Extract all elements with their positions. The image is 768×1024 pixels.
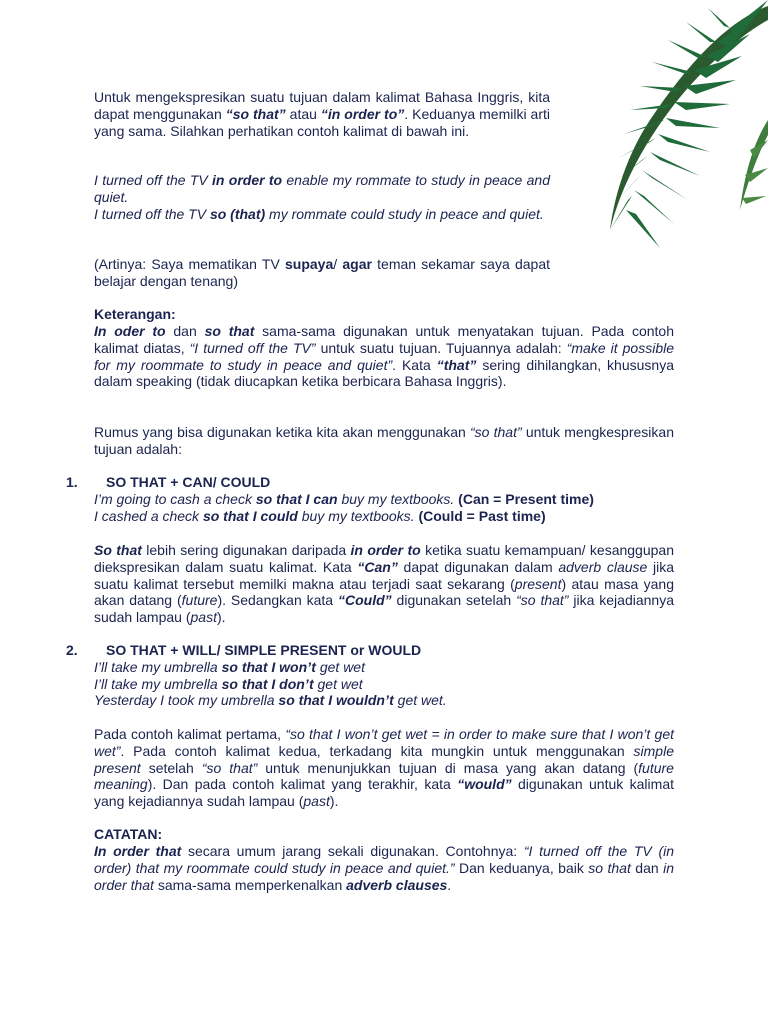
body-text: Rumus yang bisa digunakan ketika kita akan menggunakan: [94, 424, 470, 440]
body-text: digunakan setelah: [391, 592, 517, 609]
body-text: untuk menunjukkan tujuan di masa yang akan datang (: [257, 759, 639, 776]
intro-paragraph: [94, 89, 550, 139]
italic-text: in order that: [94, 859, 674, 893]
keyword: In oder to: [94, 323, 166, 339]
quote-text: “I turned off the TV (in order) that my roommate could study in peace and quiet.”: [94, 843, 675, 876]
term-in-order-to: “in order to”: [320, 105, 405, 122]
intro-text: . Keduanya memilki arti yang sama. Silahkan perhatikan contoh kalimat di bawah ini.: [94, 105, 550, 139]
quote-text: “so that I won’t get wet = in order to make sure that I won’t get wet”: [94, 726, 674, 759]
quote-text: “so that”: [469, 424, 522, 440]
body-text: sama-sama digunakan untuk menyatakan tujuan. Pada contoh kalimat diatas,: [94, 323, 674, 356]
example-so-that: [94, 206, 550, 223]
translation-text: teman sekamar saya dapat belajar dengan tenang): [94, 256, 550, 289]
translation-paragraph: [94, 256, 550, 290]
palm-leaf-icon: [580, 0, 768, 290]
italic-text: present: [514, 575, 562, 592]
translation-keyword: agar: [342, 256, 372, 272]
body-text: dan: [630, 859, 664, 876]
body-text: . Kata: [392, 356, 437, 373]
italic-text: simple present: [94, 742, 674, 776]
body-text: dan: [165, 323, 205, 339]
italic-text: adverb clause: [558, 558, 648, 575]
example-text: I’ll take my umbrella: [94, 676, 222, 692]
italic-text: past: [190, 609, 217, 626]
body-text: untuk mengkespresikan tujuan adalah:: [94, 424, 674, 457]
section1-explanation: [94, 542, 674, 626]
section2-example-1: [94, 659, 674, 676]
body-text: dapat digunakan dalam: [397, 558, 559, 575]
example-keyword: so that I could: [202, 508, 298, 524]
quote-text: “so that”: [201, 759, 258, 776]
section-title: [106, 474, 686, 491]
keyword: in order to: [350, 542, 421, 558]
translation-text: /: [333, 256, 343, 272]
body-text: lebih sering digunakan daripada: [141, 542, 351, 558]
body-text: sama-sama memperkenalkan: [153, 876, 347, 893]
example-text: I’ll take my umbrella: [94, 659, 222, 675]
intro-text: Untuk mengekspresikan suatu tujuan dalam kalimat Bahasa Inggris, kita dapat menggunakan: [94, 89, 550, 122]
example-note: (Could = Past time): [414, 508, 546, 524]
body-text: ).: [216, 609, 226, 626]
keterangan-heading: [94, 306, 674, 323]
section1-example-2: [94, 508, 674, 525]
body-text: secara umum jarang sekali digunakan. Contohnya:: [181, 843, 524, 859]
example-keyword: so that I don’t: [221, 676, 314, 692]
catatan-heading: [94, 826, 674, 843]
section2-example-3: [94, 692, 674, 709]
example-text: I cashed a check: [94, 508, 203, 524]
body-text: digunakan untuk kalimat yang kejadiannya sudah lampau (: [94, 776, 674, 810]
body-text: untuk suatu tujuan. Tujuannya adalah:: [315, 339, 567, 356]
keyword: So that: [94, 542, 142, 558]
heading-text: Keterangan:: [94, 306, 176, 322]
body-text: Pada contoh kalimat pertama,: [94, 726, 286, 742]
body-text: . Pada contoh kalimat kedua, terkadang kita mungkin untuk menggunakan: [120, 742, 634, 759]
body-text: ). Sedangkan kata: [217, 592, 338, 609]
italic-text: past: [303, 793, 330, 810]
example-text: get wet.: [393, 692, 447, 708]
catatan-paragraph: [94, 843, 674, 893]
body-text: ) atau masa yang akan datang (: [94, 575, 675, 609]
example-note: (Can = Present time): [454, 491, 594, 507]
section-number: 1.: [66, 474, 78, 490]
example-keyword: so (that): [209, 206, 266, 222]
quote-text: “so that”: [516, 592, 569, 609]
body-text: ). Dan pada contoh kalimat yang terakhir, kata: [147, 776, 458, 793]
section1-example-1: [94, 491, 674, 508]
body-text: ).: [329, 793, 339, 810]
keyword: In order that: [94, 843, 182, 859]
example-text: buy my textbooks.: [337, 491, 455, 507]
section2-explanation: [94, 726, 674, 810]
example-keyword: in order to: [212, 172, 283, 188]
body-text: setelah: [140, 759, 202, 776]
intro-text: atau: [285, 105, 321, 122]
italic-text: future: [181, 592, 218, 609]
quote-text: “make it possible for my roommate to study in peace and quiet”: [94, 339, 675, 373]
term-so-that: “so that”: [225, 105, 286, 122]
italic-text: future meaning: [94, 759, 674, 793]
body-text: Dan keduanya, baik: [454, 859, 589, 876]
keyword: “Can”: [357, 558, 398, 575]
section2-example-2: [94, 676, 674, 693]
section-title-text: SO THAT + WILL/ SIMPLE PRESENT or WOULD: [106, 642, 422, 658]
keyword: so that: [204, 323, 255, 339]
example-in-order-to: [94, 172, 550, 206]
keyword: adverb clauses: [346, 876, 448, 893]
example-keyword: so that I won’t: [221, 659, 316, 675]
example-text: I turned off the TV: [94, 172, 213, 188]
translation-keyword: supaya: [285, 256, 334, 272]
translation-text: (Artinya: Saya mematikan TV: [94, 256, 285, 272]
example-text: buy my textbooks.: [297, 508, 415, 524]
body-text: sering dihilangkan, khususnya dalam speaking (tidak diucapkan ketika berbicara Bahasa Inggris).: [94, 356, 674, 390]
keyword: “would”: [457, 776, 512, 793]
example-text: my rommate could study in peace and quiet.: [265, 206, 544, 222]
section-title-text: SO THAT + CAN/ COULD: [106, 474, 271, 490]
section-number: 2.: [66, 642, 78, 658]
example-text: get wet: [315, 659, 365, 675]
example-keyword: so that I can: [255, 491, 338, 507]
example-text: get wet: [313, 676, 363, 692]
keyword: “Could”: [338, 592, 392, 609]
example-text: I turned off the TV: [94, 206, 210, 222]
rumus-paragraph: [94, 424, 674, 458]
example-text: Yesterday I took my umbrella: [94, 692, 279, 708]
quote-text: “I turned off the TV”: [189, 339, 316, 356]
body-text: jika kejadiannya sudah lampau (: [94, 592, 674, 626]
keterangan-paragraph: [94, 323, 674, 390]
example-text: I’m going to cash a check: [94, 491, 256, 507]
keyword: “that”: [436, 356, 477, 373]
body-text: .: [447, 876, 452, 893]
italic-text: so that: [588, 859, 631, 876]
heading-text: CATATAN:: [94, 826, 163, 842]
example-text: enable my rommate to study in peace and quiet.: [94, 172, 551, 205]
body-text: ketika suatu kemampuan/ kesanggupan diekspresikan dalam suatu kalimat. Kata: [94, 542, 674, 575]
section-title: [106, 642, 686, 659]
example-keyword: so that I wouldn’t: [278, 692, 394, 708]
body-text: jika suatu kalimat tersebut memilki makna atau terjadi saat sekarang (: [94, 558, 674, 592]
